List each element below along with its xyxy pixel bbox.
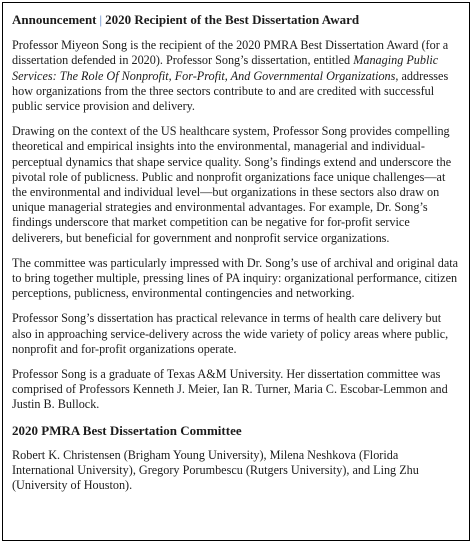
header-separator: | [99,12,103,27]
paragraph-intro [12,38,460,114]
paragraph-committee-impression: The committee was particularly impressed with Dr. Song’s use of archival and original data to bring together multiple, pressing lines of PA inquiry: organizational performance, citizen perceptions, publicness, environmental contingencies and networking. [12,255,459,301]
intro-text: Professor Miyeon Song is the recipient of the 2020 PMRA Best Dissertation Award (for a dissertation defended in 2020). Professor Song’s dissertation, entitled [12,38,449,68]
announcement-box [2,2,470,541]
committee-heading: 2020 PMRA Best Dissertation Committee [12,422,242,438]
header-label: Announcement [12,12,97,27]
intro-text-end: , addresses how organizations from the three sectors contribute to and are credited with successful public service provision and delivery. [12,68,449,114]
paragraph-graduate: Professor Song is a graduate of Texas A&M University. Her dissertation committee was comprised of Professors Kenneth J. Meier, Ian R. Turner, Maria C. Escobar-Lemmon and Justin B. Bullock. [12,367,448,412]
paragraph-context: Drawing on the context of the US healthcare system, Professor Song provides compelling theoretical and empirical insights into the environmental, managerial and individual-perceptual dynamics that shape service quality. Song’s findings extend and underscore the pivotal role of publicness. Public and nonprofit organizations face unique challenges—at the environmental and individual level—but organizations in these sectors also draw on unique managerial strategies and environmental advantages. For example, Dr. Song’s findings underscore that market competition can be negative for for-profit service deliverers, but beneficial for government and nonprofit service organizations. [12,124,452,245]
paragraph-relevance: Professor Song’s dissertation has practical relevance in terms of health care delivery but also in approaching service-delivery across the wide variety of policy areas where public, nonprofit and for-profit organizations operate. [12,311,449,356]
committee-members: Robert K. Christensen (Brigham Young University), Milena Neshkova (Florida International University), Gregory Porumbescu (Rutgers University), and Ling Zhu (University of Houston). [12,447,419,493]
dissertation-title: Managing Public Services: The Role Of Nonprofit, For-Profit, And Governmental Organizations [12,53,439,83]
announcement-header [12,12,460,27]
header-title: 2020 Recipient of the Best Dissertation Award [105,12,360,27]
